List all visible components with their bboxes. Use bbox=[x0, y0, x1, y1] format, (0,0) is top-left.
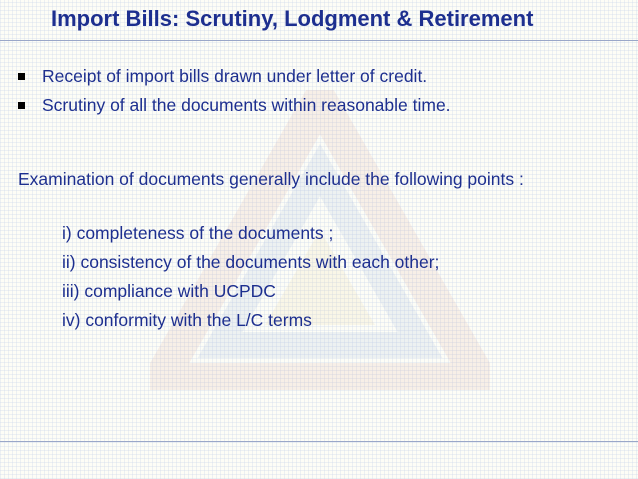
points-list bbox=[62, 223, 439, 339]
square-bullet-icon bbox=[18, 102, 25, 109]
examination-paragraph: Examination of documents generally include the following points : bbox=[18, 169, 524, 189]
point-item: ii) consistency of the documents with each other; bbox=[62, 252, 440, 272]
bullet-list bbox=[18, 66, 451, 124]
point-item: iv) conformity with the L/C terms bbox=[62, 310, 312, 330]
bullet-text: Scrutiny of all the documents within reasonable time. bbox=[42, 95, 451, 115]
square-bullet-icon bbox=[18, 73, 25, 80]
bullet-item bbox=[18, 95, 451, 124]
footer-rule bbox=[0, 441, 638, 442]
slide-title: Import Bills: Scrutiny, Lodgment & Retirement bbox=[51, 6, 534, 31]
bullet-text: Receipt of import bills drawn under letter of credit. bbox=[42, 66, 428, 86]
title-bar bbox=[0, 0, 638, 41]
bullet-item bbox=[18, 66, 451, 95]
point-item: iii) compliance with UCPDC bbox=[62, 281, 276, 301]
point-item: i) completeness of the documents ; bbox=[62, 223, 334, 243]
